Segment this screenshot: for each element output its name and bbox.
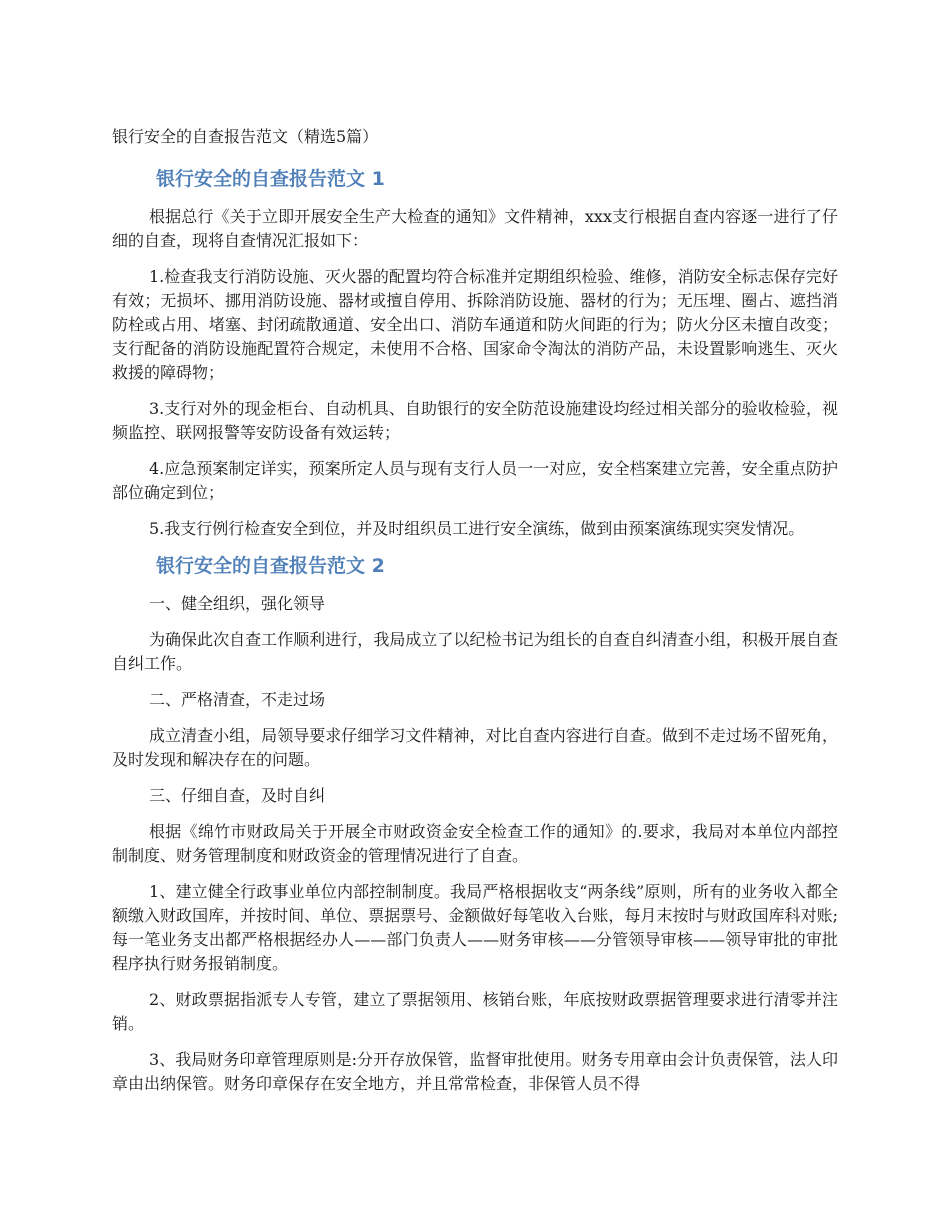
paragraph: 二、严格清查，不走过场	[149, 690, 326, 709]
paragraph: 4.应急预案制定详实，预案所定人员与现有支行人员一一对应，安全档案建立完善，安全重点防护部位确定到位；	[112, 459, 838, 502]
paragraph: 5.我支行例行检查安全到位，并及时组织员工进行安全演练，做到由预案演练现实突发情况。	[149, 519, 805, 538]
document-title: 银行安全的自查报告范文（精选5篇）	[112, 127, 379, 146]
paragraph: 3、我局财务印章管理原则是:分开存放保管，监督审批使用。财务专用章由会计负责保管，法人印章由出纳保管。财务印章保存在安全地方，并且常常检查，非保管人员不得	[112, 1050, 838, 1093]
paragraph: 成立清查小组，局领导要求仔细学习文件精神，对比自查内容进行自查。做到不走过场不留死角，及时发现和解决存在的问题。	[112, 726, 838, 769]
paragraph: 一、健全组织，强化领导	[149, 594, 326, 613]
section-2	[112, 553, 838, 1096]
paragraph: 三、仔细自查，及时自纠	[149, 786, 326, 805]
paragraph: 为确保此次自查工作顺利进行，我局成立了以纪检书记为组长的自查自纠清查小组，积极开展自查自纠工作。	[112, 630, 838, 673]
paragraph: 1.检查我支行消防设施、灭火器的配置均符合标准并定期组织检验、维修，消防安全标志保存完好有效；无损坏、挪用消防设施、器材或擅自停用、拆除消防设施、器材的行为；无压埋、圈占、遮挡消防栓或占用、堵塞、封闭疏散通道、安全出口、消防车通道和防火间距的行为；防火分区未擅自改变；支行配备的消防设施配置符合规定，未使用不合格、国家命令淘汰的消防产品，未设置影响逃生、灭火救援的障碍物；	[112, 267, 838, 382]
paragraph: 3.支行对外的现金柜台、自动机具、自助银行的安全防范设施建设均经过相关部分的验收检验，视频监控、联网报警等安防设备有效运转；	[112, 399, 838, 442]
document-page	[112, 126, 838, 1108]
paragraph: 根据《绵竹市财政局关于开展全市财政资金安全检查工作的通知》的.要求，我局对本单位内部控制制度、财务管理制度和财政资金的管理情况进行了自查。	[112, 822, 838, 865]
section-1	[112, 166, 838, 541]
paragraph: 根据总行《关于立即开展安全生产大检查的通知》文件精神，xxx支行根据自查内容逐一进行了仔细的自查，现将自查情况汇报如下：	[112, 207, 838, 250]
section-heading: 银行安全的自查报告范文 2	[156, 555, 385, 577]
paragraph: 2、财政票据指派专人专管，建立了票据领用、核销台账，年底按财政票据管理要求进行清零并注销。	[112, 990, 838, 1033]
paragraph: 1、建立健全行政事业单位内部控制制度。我局严格根据收支“两条线”原则，所有的业务收入都全额缴入财政国库，并按时间、单位、票据票号、金额做好每笔收入台账，每月末按时与财政国库科对账;每一笔业务支出都严格根据经办人——部门负责人——财务审核——分管领导审核——领导审批的审批程序执行财务报销制度。	[112, 882, 838, 973]
section-heading: 银行安全的自查报告范文 1	[156, 168, 385, 190]
